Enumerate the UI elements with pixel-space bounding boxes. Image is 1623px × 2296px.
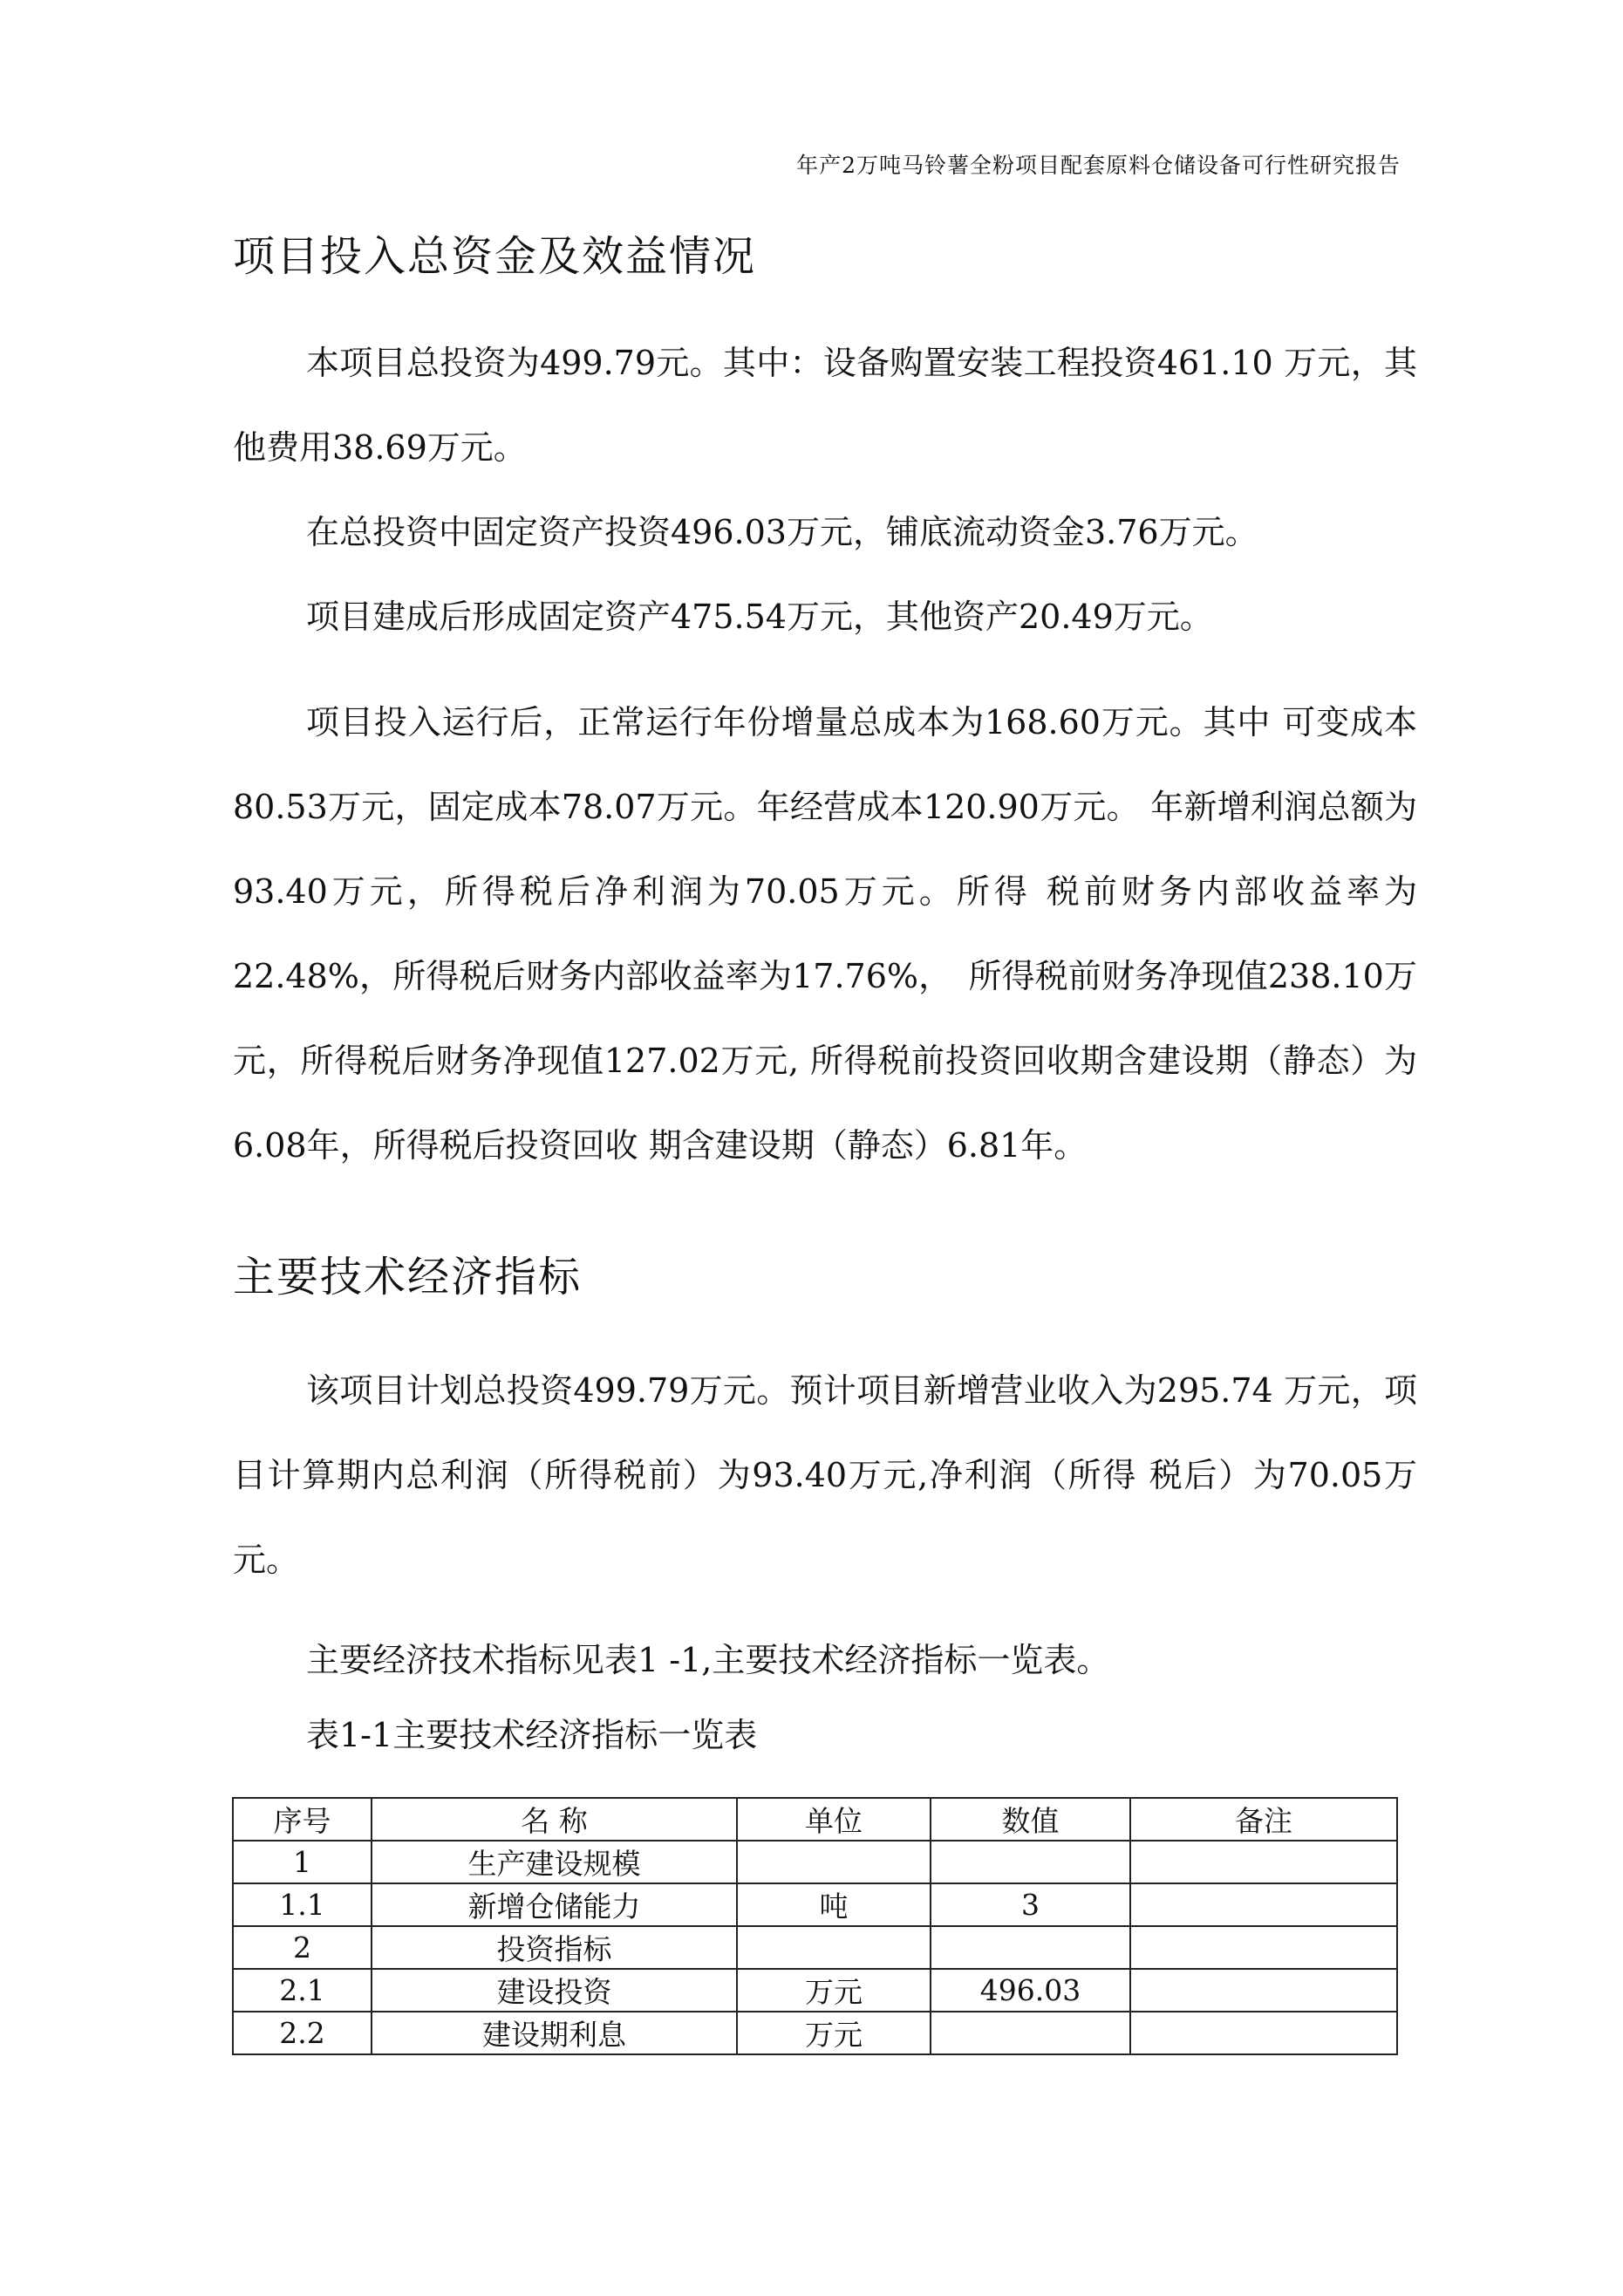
indicators-table — [232, 1797, 1398, 2055]
cell-value — [931, 1926, 1130, 1969]
paragraph-fixed-investment: 在总投资中固定资产投资496.03万元，铺底流动资金3.76万元。 — [306, 513, 1258, 551]
section-title-investment: 项目投入总资金及效益情况 — [233, 232, 757, 281]
paragraph-fixed-assets: 项目建成后形成固定资产475.54万元，其他资产20.49万元。 — [306, 598, 1213, 636]
cell-unit: 万元 — [737, 1969, 931, 2012]
cell-value: 496.03 — [931, 1969, 1130, 2012]
table-row — [233, 1883, 1397, 1926]
header-name: 名 称 — [372, 1798, 737, 1841]
cell-remark — [1130, 1969, 1397, 2012]
cell-serial: 2.1 — [233, 1969, 372, 2012]
cell-value: 3 — [931, 1883, 1130, 1926]
section-title-indicators: 主要技术经济指标 — [233, 1253, 583, 1302]
cell-name: 生产建设规模 — [372, 1841, 737, 1883]
table-row — [233, 2012, 1397, 2054]
cell-name: 建设期利息 — [372, 2012, 737, 2054]
cell-name: 新增仓储能力 — [372, 1883, 737, 1926]
cell-serial: 2 — [233, 1926, 372, 1969]
cell-value — [931, 2012, 1130, 2054]
paragraph-total-investment: 本项目总投资为499.79元。其中：设备购置安装工程投资461.10 万元，其他费用38.69万元。 — [233, 344, 1417, 467]
cell-name: 投资指标 — [372, 1926, 737, 1969]
cell-remark — [1130, 1926, 1397, 1969]
cell-serial: 1.1 — [233, 1883, 372, 1926]
cell-serial: 2.2 — [233, 2012, 372, 2054]
cell-value — [931, 1841, 1130, 1883]
cell-remark — [1130, 1841, 1397, 1883]
header-serial: 序号 — [233, 1798, 372, 1841]
table-header-row — [233, 1798, 1397, 1841]
table-row — [233, 1926, 1397, 1969]
header-unit: 单位 — [737, 1798, 931, 1841]
cell-unit: 吨 — [737, 1883, 931, 1926]
cell-remark — [1130, 2012, 1397, 2054]
header-value: 数值 — [931, 1798, 1130, 1841]
cell-remark — [1130, 1883, 1397, 1926]
paragraph-operation-benefits: 项目投入运行后，正常运行年份增量总成本为168.60万元。其中 可变成本80.53万元，固定成本78.07万元。年经营成本120.90万元。 年新增利润总额为93.40万元，所得税后净利润为70.05万元。所得 税前财务内部收益率为22.48%，所得税后财务内部收益率为17.76%， 所得税前财务净现值238.10万元，所得税后财务净现值127.02万元, 所得税前投资回收期含建设期（静态）为6.08年，所得税后投资回收 期含建设期（静态）6.81年。 — [233, 703, 1417, 1165]
cell-unit: 万元 — [737, 2012, 931, 2054]
cell-serial: 1 — [233, 1841, 372, 1883]
table-caption: 表1-1主要技术经济指标一览表 — [306, 1716, 758, 1754]
header-remark: 备注 — [1130, 1798, 1397, 1841]
cell-name: 建设投资 — [372, 1969, 737, 2012]
cell-unit — [737, 1926, 931, 1969]
running-header: 年产2万吨马铃薯全粉项目配套原料仓储设备可行性研究报告 — [796, 153, 1401, 178]
paragraph-planned-investment: 该项目计划总投资499.79万元。预计项目新增营业收入为295.74 万元，项目计算期内总利润（所得税前）为93.40万元,净利润（所得 税后）为70.05万元。 — [233, 1371, 1417, 1579]
table-row — [233, 1841, 1397, 1883]
table-row — [233, 1969, 1397, 2012]
paragraph-table-reference: 主要经济技术指标见表1 -1,主要技术经济指标一览表。 — [306, 1641, 1110, 1679]
cell-unit — [737, 1841, 931, 1883]
